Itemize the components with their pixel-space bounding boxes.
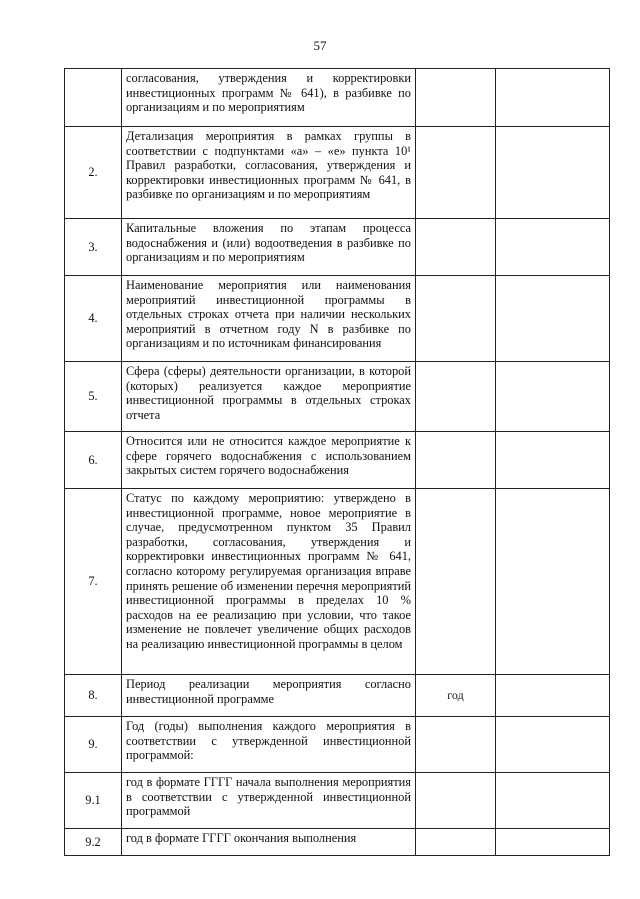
row-number — [65, 69, 122, 127]
row-value-cell — [496, 773, 610, 829]
table-row — [65, 219, 610, 276]
row-number: 4. — [65, 276, 122, 362]
row-number: 9.2 — [65, 829, 122, 856]
row-number: 2. — [65, 127, 122, 219]
row-description — [122, 675, 416, 717]
row-unit — [416, 219, 496, 276]
row-description — [122, 432, 416, 489]
row-unit: год — [416, 675, 496, 717]
table-row — [65, 773, 610, 829]
row-description — [122, 69, 416, 127]
page-number: 57 — [313, 38, 327, 53]
row-value-cell — [496, 432, 610, 489]
row-number: 6. — [65, 432, 122, 489]
row-description — [122, 127, 416, 219]
table-row — [65, 362, 610, 432]
table-row — [65, 717, 610, 773]
table-row — [65, 276, 610, 362]
row-number: 8. — [65, 675, 122, 717]
row-value-cell — [496, 675, 610, 717]
row-unit — [416, 362, 496, 432]
row-description — [122, 489, 416, 675]
row-description — [122, 773, 416, 829]
row-value-cell — [496, 717, 610, 773]
row-description — [122, 717, 416, 773]
table-row — [65, 69, 610, 127]
row-unit — [416, 773, 496, 829]
row-value-cell — [496, 69, 610, 127]
row-description — [122, 219, 416, 276]
row-number: 9. — [65, 717, 122, 773]
row-unit — [416, 69, 496, 127]
row-description-text: Сфера (сферы) деятельности организации, в которой (которых) реализуется каждое мероприятие инвестиционной программы в отдельных строках отчета — [126, 364, 411, 422]
row-description-text: Год (годы) выполнения каждого мероприятия в соответствии с утвержденной инвестиционной программой: — [126, 719, 411, 763]
row-unit — [416, 717, 496, 773]
row-description-text: Статус по каждому мероприятию: утверждено в инвестиционной программе, новое мероприятие в случае, предусмотренном пунктом 35 Правил разработки, согласования, утверждения и корректировки инвестиционных программ № 641, согласно которому регулируемая организация вправе принять решение об изменении перечня мероприятий инвестиционной программы в пределах 10 % расходов на ее реализацию при условии, что такое изменение не повлечет увеличение общих расходов на реализацию инвестиционной программы в целом — [126, 491, 411, 651]
row-unit — [416, 127, 496, 219]
row-description-text: год в формате ГГГГ начала выполнения мероприятия в соответствии с утвержденной инвестиционной программой — [126, 775, 411, 819]
row-description-text: Период реализации мероприятия согласно инвестиционной программе — [126, 677, 411, 706]
row-description-text: Детализация мероприятия в рамках группы в соответствии с подпунктами «а» – «е» пункта 10¹ Правил разработки, согласования, утверждения и корректировки инвестиционных программ № 641, в разбивке по организациям и по мероприятиям — [126, 129, 411, 202]
table-row — [65, 675, 610, 717]
row-number: 5. — [65, 362, 122, 432]
row-value-cell — [496, 829, 610, 856]
row-description-text: Относится или не относится каждое мероприятие к сфере горячего водоснабжения с использованием закрытых систем горячего водоснабжения — [126, 434, 411, 478]
row-number: 3. — [65, 219, 122, 276]
row-unit — [416, 276, 496, 362]
row-description-text: согласования, утверждения и корректировки инвестиционных программ № 641), в разбивке по организациям и по мероприятиям — [126, 71, 411, 115]
row-description — [122, 829, 416, 856]
row-value-cell — [496, 276, 610, 362]
indicators-table — [64, 68, 610, 856]
row-number: 7. — [65, 489, 122, 675]
row-unit — [416, 489, 496, 675]
table-row — [65, 489, 610, 675]
row-description — [122, 362, 416, 432]
table-row — [65, 127, 610, 219]
row-value-cell — [496, 362, 610, 432]
row-description — [122, 276, 416, 362]
table-row — [65, 432, 610, 489]
row-number: 9.1 — [65, 773, 122, 829]
row-description-text: Наименование мероприятия или наименования мероприятий инвестиционной программы в отдельных строках отчета при наличии нескольких мероприятий в отчетном году N в разбивке по организациям и по источникам финансирования — [126, 278, 411, 351]
row-description-text: год в формате ГГГГ окончания выполнения — [126, 831, 357, 845]
row-unit — [416, 432, 496, 489]
row-description-text: Капитальные вложения по этапам процесса водоснабжения и (или) водоотведения в разбивке по организациям и по мероприятиям — [126, 221, 411, 265]
row-unit — [416, 829, 496, 856]
row-value-cell — [496, 219, 610, 276]
row-value-cell — [496, 489, 610, 675]
table-row — [65, 829, 610, 856]
row-value-cell — [496, 127, 610, 219]
